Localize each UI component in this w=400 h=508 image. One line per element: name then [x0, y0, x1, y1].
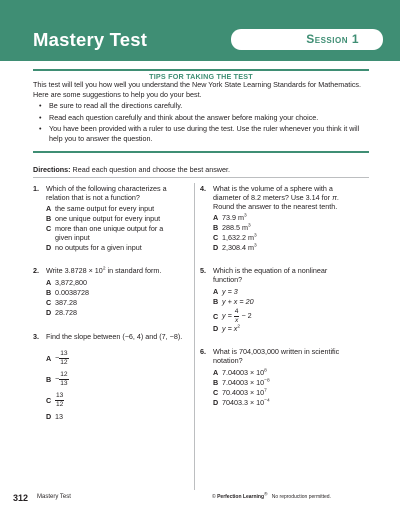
column-divider: [194, 183, 195, 490]
answer-option-c[interactable]: C $70.4003 \times 10^7$: [213, 388, 267, 397]
answer-option-a[interactable]: A 3,872,800: [46, 278, 87, 287]
answer-option-d[interactable]: D 28.728: [46, 308, 77, 317]
answer-option-d[interactable]: D 13: [46, 412, 63, 421]
footer-label: Mastery Test: [37, 494, 71, 500]
answer-option-b[interactable]: B $7.04003 \times 10^{-8}$: [213, 378, 270, 387]
question-number: 6.: [200, 347, 206, 356]
question-number: 1.: [33, 184, 39, 193]
fraction: $\frac{12}{13}$: [60, 371, 68, 387]
question-number: 3.: [33, 332, 39, 341]
tips-bottom-rule: [33, 151, 369, 153]
directions-rule: [33, 177, 369, 178]
question-5: [200, 266, 370, 336]
question-text: Write $3.8728 \times 10^2$ in standard form.: [46, 266, 162, 275]
answer-option-d[interactable]: D $70403.3 \times 10^{-4}$: [213, 398, 270, 407]
tips-heading: TIPS FOR TAKING THE TEST: [33, 66, 369, 76]
fraction: $\frac{4}{x}$: [234, 308, 239, 324]
tip-item: • Read each question carefully and think about the answer before making your choice.: [39, 112, 319, 122]
question-2: [33, 266, 188, 321]
answer-option-b[interactable]: B 0.0038728: [46, 288, 89, 297]
question-text: Which is the equation of a nonlinear function?: [213, 266, 328, 284]
answer-option-d[interactable]: D $y = x^2$: [213, 324, 241, 333]
header-band: [0, 0, 400, 61]
answer-option-c[interactable]: C 387.28: [46, 298, 77, 307]
question-number: 2.: [33, 266, 39, 275]
answer-option-a[interactable]: A the same output for every input: [46, 204, 155, 213]
answer-option-c[interactable]: C y = $\frac{4}{x}$ − 2: [213, 308, 252, 324]
answer-option-d[interactable]: D no outputs for a given input: [46, 243, 142, 252]
tips-list: [36, 101, 366, 145]
page-number: 312: [13, 493, 29, 503]
answer-option-b[interactable]: B one unique output for every input: [46, 214, 161, 223]
tip-item: • Be sure to read all the directions carefully.: [39, 101, 183, 110]
page-title: Mastery Test: [33, 29, 148, 50]
answer-option-a[interactable]: A 73.9 $m^3$: [213, 213, 247, 222]
question-text: What is 704,003,000 written in scientific notation?: [213, 347, 340, 365]
question-text: Find the slope between (−6, 4) and (7, −8).: [46, 332, 183, 341]
answer-option-c[interactable]: C 1,632.2 $m^3$: [213, 233, 257, 242]
question-4: [200, 184, 370, 259]
directions-text: Read each question and choose the best answer.: [72, 165, 230, 174]
question-1: [33, 184, 188, 254]
question-text: Which of the following characterizes a relation that is not a function?: [46, 184, 167, 202]
answer-option-b[interactable]: B − $\frac{12}{13}$: [46, 371, 68, 387]
fraction: $\frac{13}{12}$: [56, 392, 64, 408]
answer-option-c[interactable]: C $\frac{13}{12}$: [46, 392, 64, 408]
answer-option-d[interactable]: D 2,308.4 $m^3$: [213, 243, 257, 252]
directions: [33, 165, 369, 174]
question-number: 5.: [200, 266, 206, 275]
question-text: What is the volume of a sphere with a diameter of 8.2 meters? Use 3.14 for π. Round the answer to the nearest tenth.: [213, 184, 339, 211]
bullet-icon: •: [39, 112, 42, 122]
session-label: Session 1: [306, 32, 359, 46]
bullet-icon: •: [39, 124, 42, 133]
question-6: [200, 347, 370, 412]
answer-option-a[interactable]: A $7.04003 \times 10^8$: [213, 368, 267, 377]
answer-option-b[interactable]: B y + x = 20: [213, 297, 254, 306]
answer-option-a[interactable]: A − $\frac{13}{12}$: [46, 350, 68, 366]
answer-option-c[interactable]: C more than one unique output for a given input: [46, 224, 164, 242]
answer-option-a[interactable]: A y = 3: [213, 287, 238, 296]
session-badge: [231, 29, 383, 50]
bullet-icon: •: [39, 101, 42, 110]
copyright-notice: © Perfection Learning® No reproduction permitted.: [212, 492, 331, 500]
answer-option-b[interactable]: B 288.5 $m^3$: [213, 223, 251, 232]
question-3: [33, 332, 188, 422]
question-number: 4.: [200, 184, 206, 193]
fraction: $\frac{13}{12}$: [60, 350, 68, 366]
tip-item: • You have been provided with a ruler to use during the test. Use the ruler whenever you think it will help you to answer the question.: [39, 124, 360, 143]
directions-label: Directions:: [33, 165, 71, 174]
tips-intro: This test will tell you how well you understand the New York State Learning Standards for Mathematics. Here are some suggestions to help you do your best.: [33, 80, 361, 99]
